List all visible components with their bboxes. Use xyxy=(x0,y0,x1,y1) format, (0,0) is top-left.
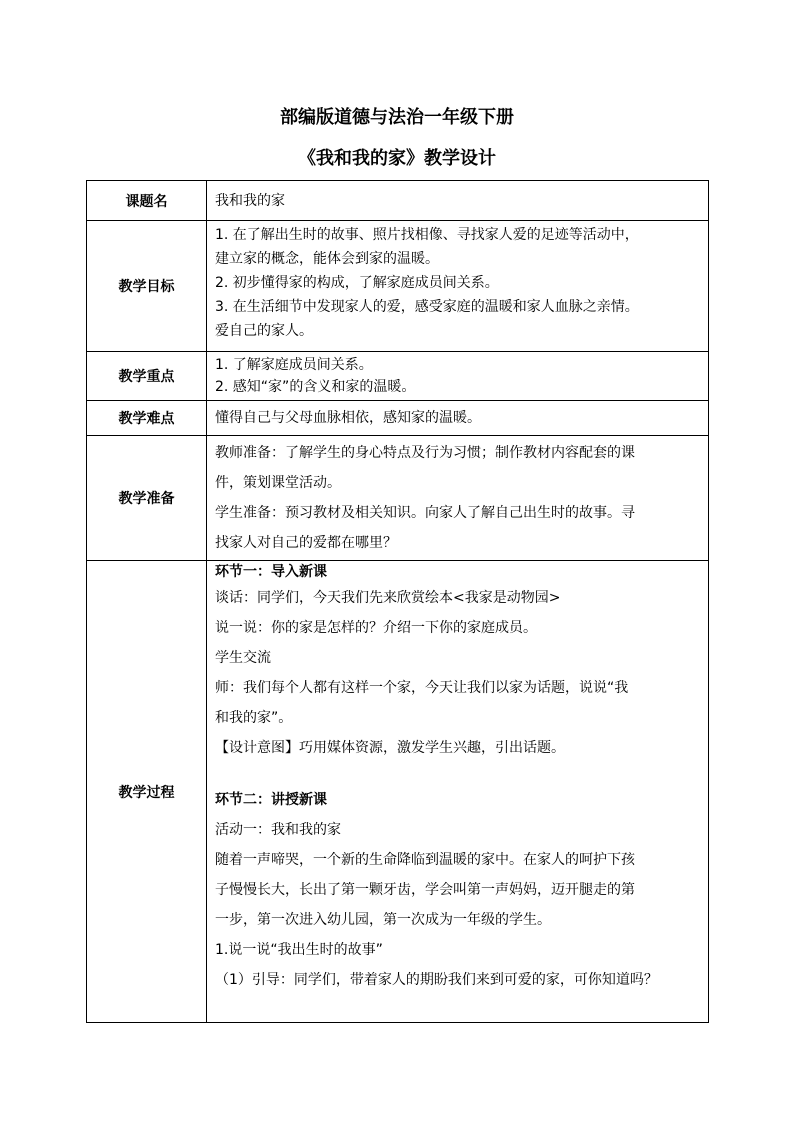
row-label-focus: 教学重点 xyxy=(87,352,207,401)
row-content-topic xyxy=(207,181,709,221)
row-label-difficulty: 教学难点 xyxy=(87,401,207,436)
table-row-goals xyxy=(87,221,709,352)
process-line: 一步，第一次进入幼儿园，第一次成为一年级的学生。 xyxy=(215,912,551,928)
preparation-line: 件，策划课堂活动。 xyxy=(215,475,341,491)
process-line: 学生交流 xyxy=(215,650,271,666)
goal-line: 爱自己的家人。 xyxy=(215,323,313,339)
row-content-focus xyxy=(207,352,709,401)
preparation-line: 教师准备：了解学生的身心特点及行为习惯；制作教材内容配套的课 xyxy=(215,445,635,461)
row-label-preparation: 教学准备 xyxy=(87,436,207,561)
goal-line: 1. 在了解出生时的故事、照片找相像、寻找家人爱的足迹等活动中， xyxy=(215,227,639,243)
design-intent-line: 【设计意图】巧用媒体资源，激发学生兴趣，引出话题。 xyxy=(215,740,565,756)
section-heading: 环节二：讲授新课 xyxy=(215,792,327,808)
row-content-goals xyxy=(207,221,709,352)
focus-line: 2. 感知“家”的含义和家的温暖。 xyxy=(215,379,416,395)
process-line: 子慢慢长大，长出了第一颗牙齿，学会叫第一声妈妈，迈开腿走的第 xyxy=(215,882,635,898)
goal-line: 建立家的概念，能体会到家的温暖。 xyxy=(215,251,439,267)
process-line: 师：我们每个人都有这样一个家，今天让我们以家为话题，说说“我 xyxy=(215,680,629,696)
process-line: 说一说：你的家是怎样的？介绍一下你的家庭成员。 xyxy=(215,620,537,636)
process-line: 活动一：我和我的家 xyxy=(215,822,341,838)
lesson-plan-table xyxy=(86,180,709,1023)
document-title: 部编版道德与法治一年级下册 xyxy=(280,107,514,128)
section-heading: 环节一：导入新课 xyxy=(215,564,327,580)
row-content-process xyxy=(207,561,709,1023)
preparation-line: 找家人对自己的爱都在哪里？ xyxy=(215,535,397,551)
preparation-line: 学生准备：预习教材及相关知识。向家人了解自己出生时的故事。寻 xyxy=(215,505,635,521)
table-row-preparation xyxy=(87,436,709,561)
process-line: 谈话：同学们，今天我们先来欣赏绘本<我家是动物园> xyxy=(215,590,561,606)
table-row-topic xyxy=(87,181,709,221)
row-label-topic: 课题名 xyxy=(87,181,207,221)
table-row-difficulty xyxy=(87,401,709,436)
table-row-focus xyxy=(87,352,709,401)
topic-text: 我和我的家 xyxy=(215,192,285,209)
row-label-process: 教学过程 xyxy=(87,561,207,1023)
focus-line: 1. 了解家庭成员间关系。 xyxy=(215,357,373,373)
process-line: 和我的家”。 xyxy=(215,710,293,726)
row-content-preparation xyxy=(207,436,709,561)
process-line: 1.说一说“我出生时的故事” xyxy=(215,942,383,958)
goal-line: 2. 初步懂得家的构成，了解家庭成员间关系。 xyxy=(215,275,499,291)
goal-line: 3. 在生活细节中发现家人的爱，感受家庭的温暖和家人血脉之亲情。 xyxy=(215,299,639,315)
document-subtitle: 《我和我的家》教学设计 xyxy=(298,148,496,169)
process-line: 随着一声啼哭，一个新的生命降临到温暖的家中。在家人的呵护下孩 xyxy=(215,852,635,868)
process-line: （1）引导：同学们，带着家人的期盼我们来到可爱的家，可你知道吗？ xyxy=(215,972,658,988)
spacer xyxy=(215,763,702,785)
difficulty-text: 懂得自己与父母血脉相依，感知家的温暖。 xyxy=(215,410,481,426)
row-label-goals: 教学目标 xyxy=(87,221,207,352)
table-row-process xyxy=(87,561,709,1023)
row-content-difficulty xyxy=(207,401,709,436)
